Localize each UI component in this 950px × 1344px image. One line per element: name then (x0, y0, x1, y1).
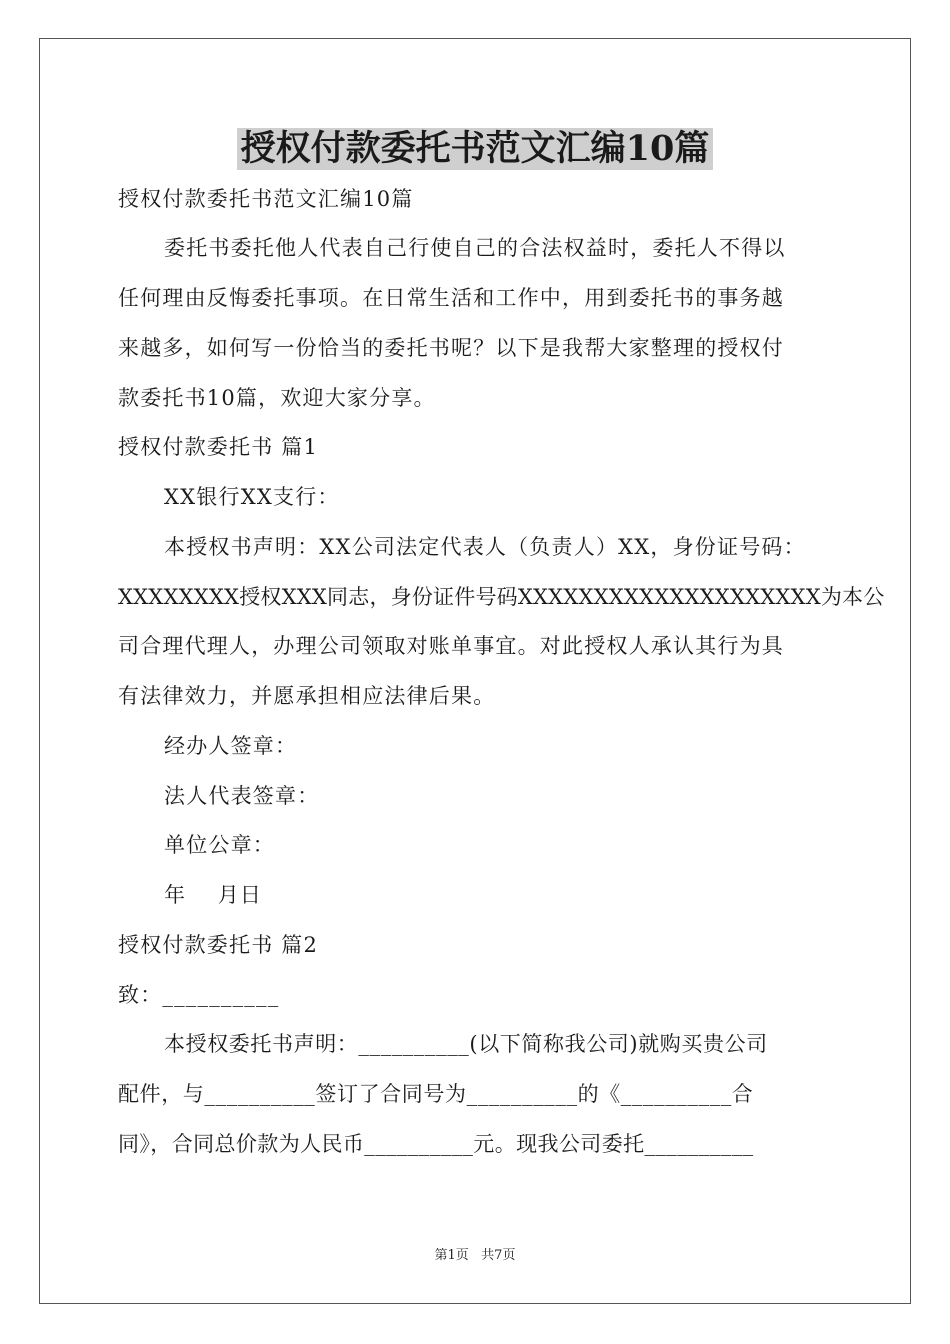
signature-field: 法人代表签章： (164, 784, 320, 808)
body-line: 本授权委托书声明：__________(以下简称我公司)就购买贵公司 (164, 1032, 768, 1056)
date-field: 年 月日 (164, 883, 263, 907)
body-line: 任何理由反悔委托事项。在日常生活和工作中，用到委托书的事务越 (118, 286, 784, 310)
body-line: 委托书委托他人代表自己行使自己的合法权益时，委托人不得以 (164, 236, 786, 260)
body-line: 致：__________ (118, 983, 280, 1007)
body-line: 有法律效力，并愿承担相应法律后果。 (118, 684, 496, 708)
body-line: 款委托书10篇，欢迎大家分享。 (118, 386, 436, 410)
signature-field: 经办人签章： (164, 734, 298, 758)
document-title: 授权付款委托书范文汇编10篇 (237, 128, 714, 170)
body-line: 配件，与__________签订了合同号为__________的《__________合 (118, 1082, 754, 1106)
section-heading: 授权付款委托书 篇1 (118, 435, 319, 459)
body-line: XXXXXXXX授权XXX同志，身份证件号码XXXXXXXXXXXXXXXXXXXX为本公 (118, 585, 885, 609)
subtitle-line: 授权付款委托书范文汇编10篇 (118, 187, 414, 211)
signature-field: 单位公章： (164, 833, 275, 857)
body-line: XX银行XX支行： (164, 485, 340, 509)
page-border (39, 38, 911, 1304)
title-wrap (0, 128, 950, 170)
body-line: 同》，合同总价款为人民币__________元。现我公司委托__________ (118, 1132, 754, 1156)
body-line: 本授权书声明：XX公司法定代表人（负责人）XX，身份证号码： (164, 535, 806, 559)
page-footer: 第1页 共7页 (434, 1248, 516, 1263)
body-line: 来越多，如何写一份恰当的委托书呢？以下是我帮大家整理的授权付 (118, 336, 784, 360)
body-line: 司合理代理人，办理公司领取对账单事宜。对此授权人承认其行为具 (118, 634, 784, 658)
section-heading: 授权付款委托书 篇2 (118, 933, 319, 957)
